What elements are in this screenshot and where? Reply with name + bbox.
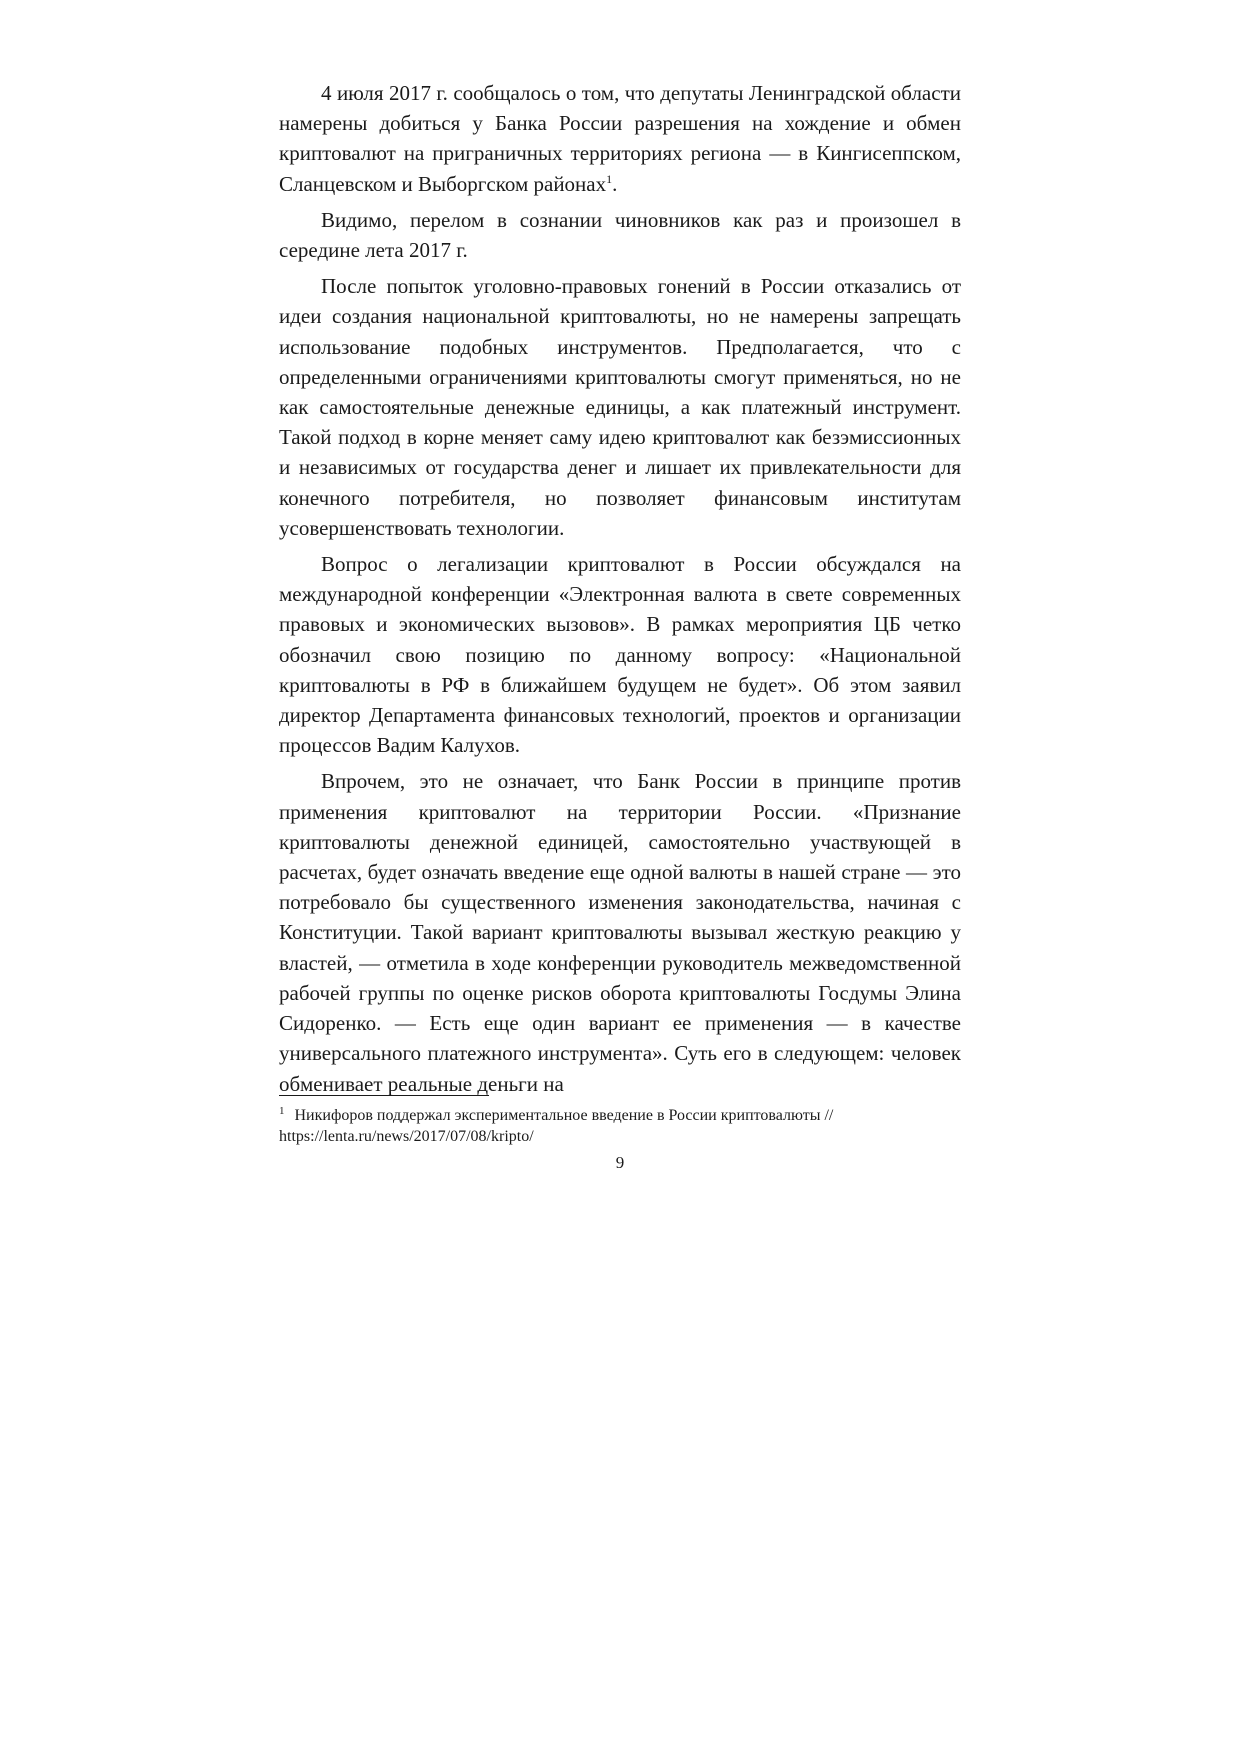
footnote-url[interactable]: https://lenta.ru/news/2017/07/08/kripto/: [279, 1128, 534, 1145]
footnote: [279, 1105, 961, 1147]
paragraph-1-text: 4 июля 2017 г. сообщалось о том, что депутаты Ленинградской области намерены добиться у Банка России разрешения на хождение и обмен криптовалют на приграничных территориях региона — в Кингисеппском, Сланцевском и Выборгском районах: [279, 81, 961, 196]
footnote-text: Никифоров поддержал экспериментальное введение в России криптовалюты //: [294, 1107, 834, 1124]
paragraph-3: После попыток уголовно-правовых гонений в России отказались от идеи создания национальной криптовалюты, но не намерены запрещать использование подобных инструментов. Предполагается, что с определенными ограничениями криптовалюты смогут применяться, но не как самостоятельные денежные единицы, а как платежный инструмент. Такой подход в корне меняет саму идею криптовалют как безэмиссионных и независимых от государства денег и лишает их привлекательности для конечного потребителя, но позволяет финансовым институтам усовершенствовать технологии.: [279, 274, 961, 540]
page-number: 9: [615, 1153, 625, 1172]
footnote-mark: 1: [279, 1104, 285, 1117]
paragraph-1: [279, 78, 961, 199]
paragraph-5: Впрочем, это не означает, что Банк России в принципе против применения криптовалют на территории России. «Признание криптовалюты денежной единицей, самостоятельно участвующей в расчетах, будет означать введение еще одной валюты в нашей стране — это потребовало бы существенного изменения законодательства, начиная с Конституции. Такой вариант криптовалюты вызывал жесткую реакцию у властей, — отметила в ходе конференции руководитель межведомственной рабочей группы по оценке рисков оборота криптовалюты Госдумы Элина Сидоренко. — Есть еще один вариант ее применения — в качестве универсального платежного инструмента». Суть его в следующем: человек обменивает реальные деньги на: [279, 769, 961, 1096]
paragraph-1-trailing: .: [612, 171, 618, 196]
footnote-ref-1[interactable]: 1: [606, 171, 613, 186]
paragraph-4: Вопрос о легализации криптовалют в России обсуждался на международной конференции «Электронная валюта в свете современных правовых и экономических вызовов». В рамках мероприятия ЦБ четко обозначил свою позицию по данному вопросу: «Национальной криптовалюты в РФ в ближайшем будущем не будет». Об этом заявил директор Департамента финансовых технологий, проектов и организации процессов Вадим Калухов.: [279, 552, 961, 758]
footnote-divider: [279, 1095, 489, 1096]
paragraph-2: Видимо, перелом в сознании чиновников как раз и произошел в середине лета 2017 г.: [279, 207, 961, 263]
body-text: [279, 78, 961, 1105]
